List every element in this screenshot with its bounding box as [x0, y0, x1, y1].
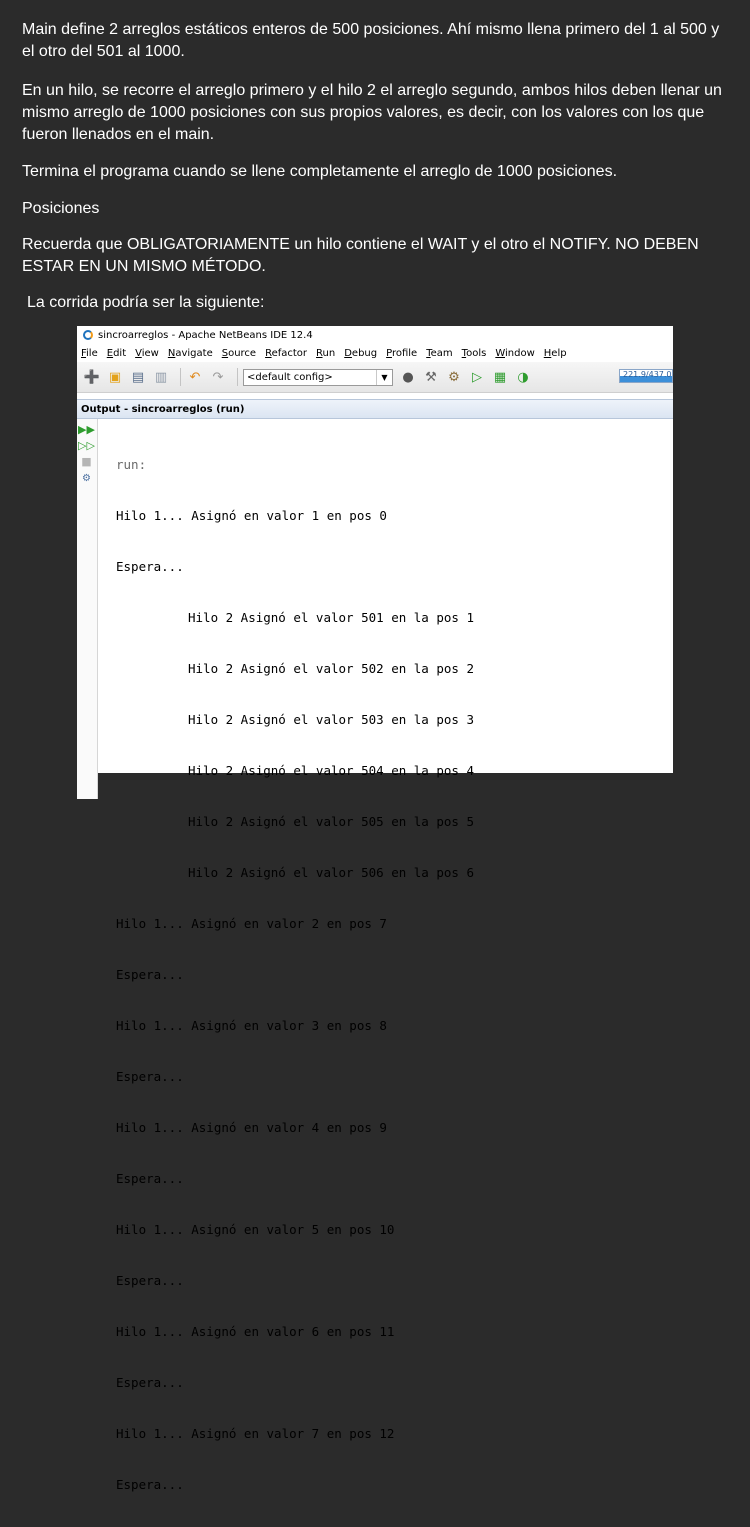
run-icon[interactable]: ▷	[472, 369, 482, 385]
menu-edit[interactable]: Edit	[106, 347, 127, 359]
menu-file[interactable]: File	[81, 347, 98, 359]
console-line: Hilo 2 Asignó el valor 502 en la pos 2	[188, 661, 474, 676]
window-titlebar	[77, 326, 673, 344]
menu-window[interactable]: Window	[495, 347, 535, 359]
debug-icon[interactable]: ▦	[493, 369, 507, 385]
console-line: Espera...	[116, 1477, 184, 1492]
menu-team[interactable]: Team	[426, 347, 453, 359]
menu-tools[interactable]: Tools	[461, 347, 487, 359]
config-select[interactable]	[243, 369, 393, 386]
toolbar-separator	[237, 368, 238, 386]
chevron-down-icon: ▼	[376, 370, 392, 385]
console-line: Espera...	[116, 1069, 184, 1084]
console-line: Hilo 2 Asignó el valor 501 en la pos 1	[188, 610, 474, 625]
menu-refactor[interactable]: Refactor	[265, 347, 308, 359]
console-line: Hilo 2 Asignó el valor 505 en la pos 5	[188, 814, 474, 829]
undo-icon[interactable]: ↶	[189, 369, 201, 385]
save-all-icon[interactable]: ▥	[154, 369, 168, 385]
menu-source[interactable]: Source	[221, 347, 257, 359]
menu-run[interactable]: Run	[316, 347, 336, 359]
output-panel-title[interactable]: Output - sincroarreglos (run)	[77, 399, 673, 419]
console-line: Hilo 1... Asignó en valor 5 en pos 10	[116, 1222, 395, 1237]
main-toolbar	[77, 362, 673, 393]
menu-debug[interactable]: Debug	[344, 347, 378, 359]
console-line: Hilo 2 Asignó el valor 506 en la pos 6	[188, 865, 474, 880]
console-line: Hilo 1... Asignó en valor 1 en pos 0	[116, 508, 387, 523]
menu-view[interactable]: View	[135, 347, 159, 359]
console-line: Hilo 2 Asignó el valor 503 en la pos 3	[188, 712, 474, 727]
console-line: run:	[116, 457, 147, 472]
console-line: Espera...	[116, 1273, 184, 1288]
settings-icon[interactable]: ⚙	[82, 472, 91, 484]
console-output	[116, 422, 474, 1527]
open-project-icon[interactable]: ▤	[131, 369, 145, 385]
new-project-icon[interactable]: ▣	[108, 369, 122, 385]
window-title: sincroarreglos - Apache NetBeans IDE 12.4	[98, 329, 313, 341]
toolbar-separator	[180, 368, 181, 386]
menu-profile[interactable]: Profile	[386, 347, 418, 359]
output-gutter	[77, 419, 98, 799]
instruction-paragraph-6: La corrida podría ser la siguiente:	[27, 294, 265, 311]
console-line: Espera...	[116, 967, 184, 982]
menu-bar	[77, 344, 673, 362]
redo-icon[interactable]: ↷	[212, 369, 224, 385]
console-line: Hilo 1... Asignó en valor 7 en pos 12	[116, 1426, 395, 1441]
instruction-paragraph-1: Main define 2 arreglos estáticos enteros de 500 posiciones. Ahí mismo llena primero del 1 al 500 y el otro del 501 al 1000.	[22, 21, 720, 60]
console-line: Espera...	[116, 1375, 184, 1390]
menu-help[interactable]: Help	[543, 347, 567, 359]
profile-icon[interactable]: ◑	[517, 369, 529, 385]
console-line: Espera...	[116, 559, 184, 574]
instruction-paragraph-3: Termina el programa cuando se llene completamente el arreglo de 1000 posiciones.	[22, 163, 618, 180]
stop-icon[interactable]: ■	[81, 455, 92, 468]
netbeans-screenshot	[77, 326, 673, 1492]
netbeans-logo-icon	[83, 330, 93, 340]
instruction-paragraph-2: En un hilo, se recorre el arreglo primero y el hilo 2 el arreglo segundo, ambos hilos deben llenar un mismo arreglo de 1000 posiciones con sus propios valores, es decir, con los valores con los que fueron llenados en el main.	[22, 82, 722, 143]
instruction-paragraph-5: Recuerda que OBLIGATORIAMENTE un hilo contiene el WAIT y el otro el NOTIFY. NO DEBEN ESTAR EN UN MISMO MÉTODO.	[22, 236, 699, 275]
console-line: Hilo 1... Asignó en valor 4 en pos 9	[116, 1120, 387, 1135]
console-line: Hilo 1... Asignó en valor 6 en pos 11	[116, 1324, 395, 1339]
build-icon[interactable]: ⚙	[448, 369, 460, 385]
config-value: <default config>	[247, 371, 333, 383]
output-panel	[77, 419, 673, 1492]
rerun-icon[interactable]: ▶▶	[78, 423, 95, 436]
console-line: Hilo 1... Asignó en valor 3 en pos 8	[116, 1018, 387, 1033]
console-line: Hilo 2 Asignó el valor 504 en la pos 4	[188, 763, 474, 778]
new-file-icon[interactable]: ➕	[83, 369, 101, 385]
rerun-with-options-icon[interactable]: ▷▷	[78, 439, 95, 452]
console-line: Hilo 1... Asignó en valor 2 en pos 7	[116, 916, 387, 931]
menu-navigate[interactable]: Navigate	[167, 347, 213, 359]
target-icon[interactable]: ●	[402, 369, 414, 385]
clean-build-icon[interactable]: ⚒	[425, 369, 437, 385]
instruction-paragraph-4: Posiciones	[22, 200, 100, 217]
memory-indicator[interactable]: 221.9/437.0	[619, 369, 673, 383]
console-line: Espera...	[116, 1171, 184, 1186]
